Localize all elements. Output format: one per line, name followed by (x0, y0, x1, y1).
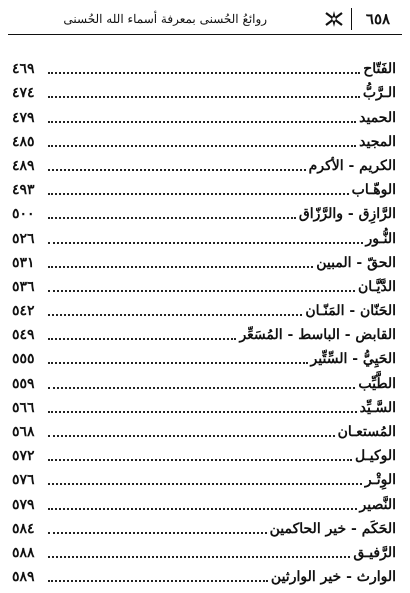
dot-leader (48, 532, 267, 534)
index-term: الطَّيِّب (358, 375, 396, 392)
index-page-number: ٥٧٦ (12, 472, 35, 489)
index-row (12, 248, 396, 272)
dot-leader (48, 338, 236, 340)
index-row (12, 538, 396, 562)
index-page-number: ٥٨٨ (12, 544, 35, 561)
index-row (12, 223, 396, 247)
index-term: الـرَّبُّ (362, 85, 396, 102)
dot-leader (48, 362, 308, 364)
index-page-number: ٥٤٩ (12, 327, 35, 344)
index-row (12, 368, 396, 392)
index-page-number: ٥٦٦ (12, 399, 35, 416)
index-row (12, 393, 396, 417)
dot-leader (48, 556, 350, 558)
index-term: المجيد (359, 133, 396, 150)
index-term: الحَيِيُّ - السِّتِّير (310, 351, 396, 368)
index-row (12, 344, 396, 368)
running-title: روائعُ الحُسنى بمعرفة أسماء الله الحُسنى (63, 12, 268, 26)
index-page-number: ٥٧٩ (12, 496, 35, 513)
dot-leader (48, 121, 356, 123)
index-row (12, 514, 396, 538)
index-term: الرَّازِق - والرَّزّاق (298, 206, 396, 223)
index-term: الحَنّان - المَنّـان (305, 303, 396, 320)
index-term: الوارث - خير الوارثين (270, 569, 396, 586)
index-term: الكريم - الأكرم (308, 157, 396, 174)
index-page-number: ٥٠٠ (12, 206, 35, 223)
index-term: النَّصير (359, 496, 396, 513)
index-page-number: ٤٩٣ (12, 182, 35, 199)
index-page-number: ٥٣٦ (12, 278, 35, 295)
index-page-number: ٤٧٩ (12, 109, 35, 126)
index-term: القابض - الباسط - المُسَعِّر (239, 327, 396, 344)
index-row (12, 489, 396, 513)
page-header (10, 6, 400, 32)
index-term: الحَكَم - خير الحاكمين (269, 520, 396, 537)
dot-leader (48, 72, 360, 74)
dot-leader (48, 314, 302, 316)
index-term: الدَّيَّـان (357, 278, 396, 295)
index-row (12, 562, 396, 586)
dot-leader (48, 508, 357, 510)
index-row (12, 54, 396, 78)
index-row (12, 127, 396, 151)
dot-leader (48, 193, 349, 195)
header-rule (8, 34, 402, 35)
index-list (12, 54, 396, 586)
index-row (12, 151, 396, 175)
index-term: المُستعـان (337, 424, 396, 440)
dot-leader (48, 483, 362, 485)
index-term: الحميد (359, 109, 396, 126)
index-page-number: ٥٢٦ (12, 230, 35, 247)
dot-leader (48, 290, 355, 292)
index-term: الوِتْـر (364, 472, 396, 489)
index-term: السَّـيِّد (359, 399, 396, 416)
index-page-number: ٥٣١ (12, 254, 35, 271)
index-term: الرَّفيـق (353, 544, 396, 561)
index-page-number: ٥٨٩ (12, 569, 35, 586)
dot-leader (48, 266, 313, 268)
dot-leader (48, 242, 363, 244)
index-page-number: ٤٨٥ (12, 133, 35, 150)
index-page-number: ٤٨٩ (12, 157, 35, 174)
index-row (12, 102, 396, 126)
index-term: الوهّـاب (351, 182, 396, 199)
dot-leader (48, 459, 352, 461)
index-row (12, 272, 396, 296)
dot-leader (48, 580, 268, 582)
index-row (12, 320, 396, 344)
index-page-number: ٤٦٩ (12, 61, 35, 78)
index-row (12, 441, 396, 465)
dot-leader (48, 145, 356, 147)
index-page-number: ٤٧٤ (12, 85, 35, 102)
index-row (12, 417, 396, 441)
ornament-icon (321, 8, 347, 30)
index-row (12, 175, 396, 199)
page-number: ٦٥٨ (365, 10, 391, 28)
dot-leader (48, 411, 357, 413)
dot-leader (48, 387, 355, 389)
index-page-number: ٥٥٩ (12, 375, 35, 392)
index-page-number: ٥٧٢ (12, 448, 35, 465)
index-row (12, 199, 396, 223)
dot-leader (48, 96, 360, 98)
dot-leader (48, 217, 296, 219)
header-divider (351, 8, 353, 30)
index-row (12, 465, 396, 489)
index-term: الوكيـل (355, 448, 396, 465)
dot-leader (48, 435, 335, 437)
index-page-number: ٥٤٢ (12, 303, 35, 320)
index-term: الفَتّاح (363, 61, 396, 78)
index-term: الحقّ - المبين (316, 254, 396, 271)
index-page-number: ٥٦٨ (12, 424, 35, 440)
index-term: النُّـور (365, 230, 396, 247)
index-row (12, 78, 396, 102)
dot-leader (48, 169, 306, 171)
index-page-number: ٥٨٤ (12, 520, 35, 537)
index-row (12, 296, 396, 320)
index-page-number: ٥٥٥ (12, 351, 35, 368)
